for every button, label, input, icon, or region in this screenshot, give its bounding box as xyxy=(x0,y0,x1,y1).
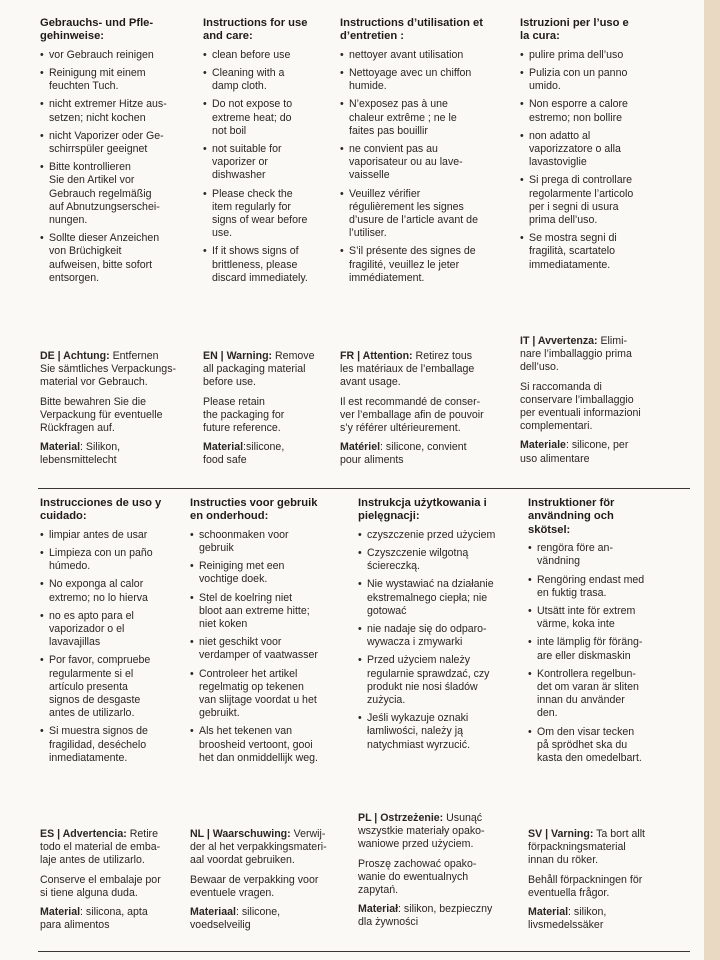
warning-de xyxy=(40,350,190,474)
care-list xyxy=(358,529,518,752)
care-item: • Por favor, compruebe regularmente si el artículo presenta signos de desgaste antes de utilizarlo. xyxy=(40,654,190,720)
warning-it xyxy=(520,335,685,472)
warning-sv xyxy=(528,828,673,938)
material-value: : silicona, apta para alimentos xyxy=(40,906,148,932)
keep-packaging-text: Proszę zachować opako- wanie do ewentualnych zapytań. xyxy=(358,857,477,897)
care-item: • Stel de koelring niet bloot aan extreme hitte; niet koken xyxy=(190,592,350,632)
instructions-title: Instructions for use and care: xyxy=(203,17,308,43)
warning-body: Retire todo el material de emba- laje antes de utilizarlo. xyxy=(40,828,161,867)
warning-label: NL | Waarschuwing: xyxy=(190,828,291,840)
care-item: • Controleer het artikel regelmatig op tekenen van slijtage voordat u het gebruikt. xyxy=(190,668,350,721)
care-list xyxy=(340,49,510,285)
warning-text xyxy=(528,828,673,868)
care-item: • ne convient pas au vaporisateur ou au lave- vaisselle xyxy=(340,143,510,183)
care-item: • Bitte kontrollieren Sie den Artikel vor Gebrauch regelmäßig auf Abnutzungserschei- nungen. xyxy=(40,161,190,227)
care-item: • not suitable for vaporizer or dishwasher xyxy=(203,143,333,183)
material-label: Materiaal xyxy=(190,906,236,919)
warning-label: FR | Attention: xyxy=(340,350,413,362)
warning-body: Retirez tous les matériaux de l’emballage avant usage. xyxy=(340,350,475,389)
section-divider-top xyxy=(38,488,690,489)
warning-body: Entfernen Sie sämtliches Verpackungs- material vor Gebrauch. xyxy=(40,350,177,389)
care-item: • Do not expose to extreme heat; do not boil xyxy=(203,98,333,138)
instructions-title: Istruzioni per l’uso e la cura: xyxy=(520,17,629,43)
care-item: • Przed użyciem należy regularnie sprawdzać, czy produkt nie nosi śladów zużycia. xyxy=(358,654,518,707)
material-info xyxy=(40,441,190,467)
material-info xyxy=(520,439,685,465)
care-item: • Sollte dieser Anzeichen von Brüchigkeit aufweisen, bitte sofort entsorgen. xyxy=(40,232,190,285)
warning-label: DE | Achtung: xyxy=(40,350,110,362)
section-divider-bottom xyxy=(38,951,690,952)
care-item: • Jeśli wykazuje oznaki łamliwości, należy ją natychmiast wyrzucić. xyxy=(358,712,518,752)
instructions-title: Gebrauchs- und Pfle- gehinweise: xyxy=(40,17,154,43)
material-label: Material xyxy=(40,906,81,919)
care-list xyxy=(190,529,350,765)
care-item: • clean before use xyxy=(203,49,333,62)
care-item: • pulire prima dell’uso xyxy=(520,49,685,62)
material-label: Materiale xyxy=(520,439,566,452)
warning-text xyxy=(203,350,333,390)
care-item: • Please check the item regularly for signs of wear before use. xyxy=(203,188,333,241)
care-item: • schoonmaken voor gebruik xyxy=(190,529,350,555)
instructions-title: Instructies voor gebruik en onderhoud: xyxy=(190,497,318,523)
instructions-title: Instruktioner för användning och skötsel: xyxy=(528,497,615,536)
care-item: • rengöra före an- vändning xyxy=(528,542,673,568)
keep-packaging-text: Behåll förpackningen för eventuella frågor. xyxy=(528,873,643,899)
warning-text xyxy=(40,350,190,390)
instructions-es xyxy=(40,497,190,770)
warning-body: Usunąć wszystkie materiały opako- waniowe przed użyciem. xyxy=(358,812,485,851)
care-item: • limpiar antes de usar xyxy=(40,529,190,542)
material-info xyxy=(40,906,190,932)
care-list xyxy=(520,49,685,272)
material-value: : silicone, convient pour aliments xyxy=(340,441,467,467)
instructions-en xyxy=(203,17,333,290)
warning-body: Elimi- nare l’imballaggio prima dell’uso. xyxy=(520,335,632,374)
care-item: • inte lämplig för föräng- are eller diskmaskin xyxy=(528,636,673,662)
material-label: Material xyxy=(203,441,244,454)
care-item: • No exponga al calor extremo; no lo hierva xyxy=(40,578,190,604)
material-label: Matériel xyxy=(340,441,381,454)
instructions-fr xyxy=(340,17,510,290)
care-item: • N’exposez pas à une chaleur extrême ; ne le faites pas bouillir xyxy=(340,98,510,138)
care-item: • non adatto al vaporizzatore o alla lavastoviglie xyxy=(520,130,685,170)
warning-label: SV | Varning: xyxy=(528,828,594,840)
care-item: • Czyszczenie wilgotną ściereczką. xyxy=(358,547,518,573)
instructions-sv xyxy=(528,497,673,770)
instructions-title: Instrukcja użytkowania i pielęgnacji: xyxy=(358,497,487,523)
warning-body: Verwij- der al het verpakkingsmateri- aal voordat gebruiken. xyxy=(190,828,327,867)
care-item: • Cleaning with a damp cloth. xyxy=(203,67,333,93)
keep-packaging-text: Conserve el embalaje por si tiene alguna duda. xyxy=(40,873,161,899)
care-item: • Se mostra segni di fragilità, scartatelo immediatamente. xyxy=(520,232,685,272)
material-value: : silikon, bezpieczny dla żywności xyxy=(358,903,493,929)
warning-label: EN | Warning: xyxy=(203,350,273,362)
warning-text xyxy=(358,812,518,852)
instructions-de xyxy=(40,17,190,290)
warning-text xyxy=(190,828,350,868)
care-item: • no es apto para el vaporizador o el lavavajillas xyxy=(40,610,190,650)
care-item: • nicht extremer Hitze aus- setzen; nicht kochen xyxy=(40,98,190,124)
care-list xyxy=(203,49,333,285)
keep-packaging-text: Bitte bewahren Sie die Verpackung für eventuelle Rückfragen auf. xyxy=(40,395,163,435)
warning-nl xyxy=(190,828,350,938)
care-item: • Pulizia con un panno umido. xyxy=(520,67,685,93)
care-item: • S’il présente des signes de fragilité, veuillez le jeter immédiatement. xyxy=(340,245,510,285)
warning-en xyxy=(203,350,333,474)
warning-body: Remove all packaging material before use. xyxy=(203,350,315,389)
material-info xyxy=(190,906,350,932)
care-item: • Si prega di controllare regolarmente l’articolo per i segni di usura prima dell’uso. xyxy=(520,174,685,227)
care-item: • Reiniging met een vochtige doek. xyxy=(190,560,350,586)
care-item: • nie nadaje się do odparo- wywacza i zmywarki xyxy=(358,623,518,649)
warning-text xyxy=(340,350,510,390)
care-item: • If it shows signs of brittleness, please discard immediately. xyxy=(203,245,333,285)
keep-packaging-text: Please retain the packaging for future reference. xyxy=(203,395,285,435)
warning-text xyxy=(40,828,190,868)
care-item: • Utsätt inte för extrem värme, koka inte xyxy=(528,605,673,631)
warning-es xyxy=(40,828,190,938)
warning-label: PL | Ostrzeżenie: xyxy=(358,812,444,824)
instructions-nl xyxy=(190,497,350,770)
instructions-title: Instructions d’utilisation et d’entretien : xyxy=(340,17,483,43)
keep-packaging-text: Bewaar de verpakking voor eventuele vragen. xyxy=(190,873,319,899)
material-value: : silicone, per uso alimentare xyxy=(520,439,629,465)
care-item: • Rengöring endast med en fuktig trasa. xyxy=(528,574,673,600)
care-item: • Reinigung mit einem feuchten Tuch. xyxy=(40,67,190,93)
sheet-edge xyxy=(704,0,720,960)
care-item: • Nettoyage avec un chiffon humide. xyxy=(340,67,510,93)
material-info xyxy=(340,441,510,467)
material-label: Materiał xyxy=(358,903,399,916)
warning-text xyxy=(520,335,685,375)
care-item: • Non esporre a calore estremo; non bollire xyxy=(520,98,685,124)
warning-label: ES | Advertencia: xyxy=(40,828,127,840)
warning-pl xyxy=(358,812,518,936)
care-list xyxy=(40,529,190,765)
material-label: Material xyxy=(40,441,81,454)
material-value: : silicone, voedselveilig xyxy=(190,906,281,932)
care-item: • Kontrollera regelbun- det om varan är sliten innan du använder den. xyxy=(528,668,673,721)
instructions-title: Instrucciones de uso y cuidado: xyxy=(40,497,162,523)
care-list xyxy=(528,542,673,765)
warning-fr xyxy=(340,350,510,474)
care-item: • Veuillez vérifier régulièrement les signes d’usure de l’article avant de l’utiliser. xyxy=(340,188,510,241)
keep-packaging-text: Si raccomanda di conservare l’imballaggio per eventuali informazioni complementari. xyxy=(520,380,641,433)
care-item: • Limpieza con un paño húmedo. xyxy=(40,547,190,573)
material-value: : silikon, livsmedelssäker xyxy=(528,906,607,932)
instructions-it xyxy=(520,17,685,277)
warning-body: Ta bort allt förpackningsmaterial innan du röker. xyxy=(528,828,645,867)
warning-label: IT | Avvertenza: xyxy=(520,335,598,347)
care-list xyxy=(40,49,190,285)
care-item: • Als het tekenen van broosheid vertoont, gooi het dan onmiddellijk weg. xyxy=(190,725,350,765)
material-value: : Silikon, lebensmittelecht xyxy=(40,441,121,467)
material-info xyxy=(528,906,673,932)
material-label: Material xyxy=(528,906,569,919)
material-info xyxy=(203,441,333,467)
care-item: • Om den visar tecken på sprödhet ska du kasta den omedelbart. xyxy=(528,726,673,766)
material-value: :silicone, food safe xyxy=(203,441,285,467)
care-item: • nettoyer avant utilisation xyxy=(340,49,510,62)
care-item: • vor Gebrauch reinigen xyxy=(40,49,190,62)
care-item: • czyszczenie przed użyciem xyxy=(358,529,518,542)
material-info xyxy=(358,903,518,929)
care-item: • niet geschikt voor verdamper of vaatwasser xyxy=(190,636,350,662)
care-item: • nicht Vaporizer oder Ge- schirrspüler geeignet xyxy=(40,130,190,156)
instructions-pl xyxy=(358,497,518,757)
care-item: • Si muestra signos de fragilidad, deséchelo inmediatamente. xyxy=(40,725,190,765)
keep-packaging-text: Il est recommandé de conser- ver l’emballage afin de pouvoir s’y référer ultérieurement. xyxy=(340,395,484,435)
care-item: • Nie wystawiać na działanie ekstremalnego ciepła; nie gotować xyxy=(358,578,518,618)
